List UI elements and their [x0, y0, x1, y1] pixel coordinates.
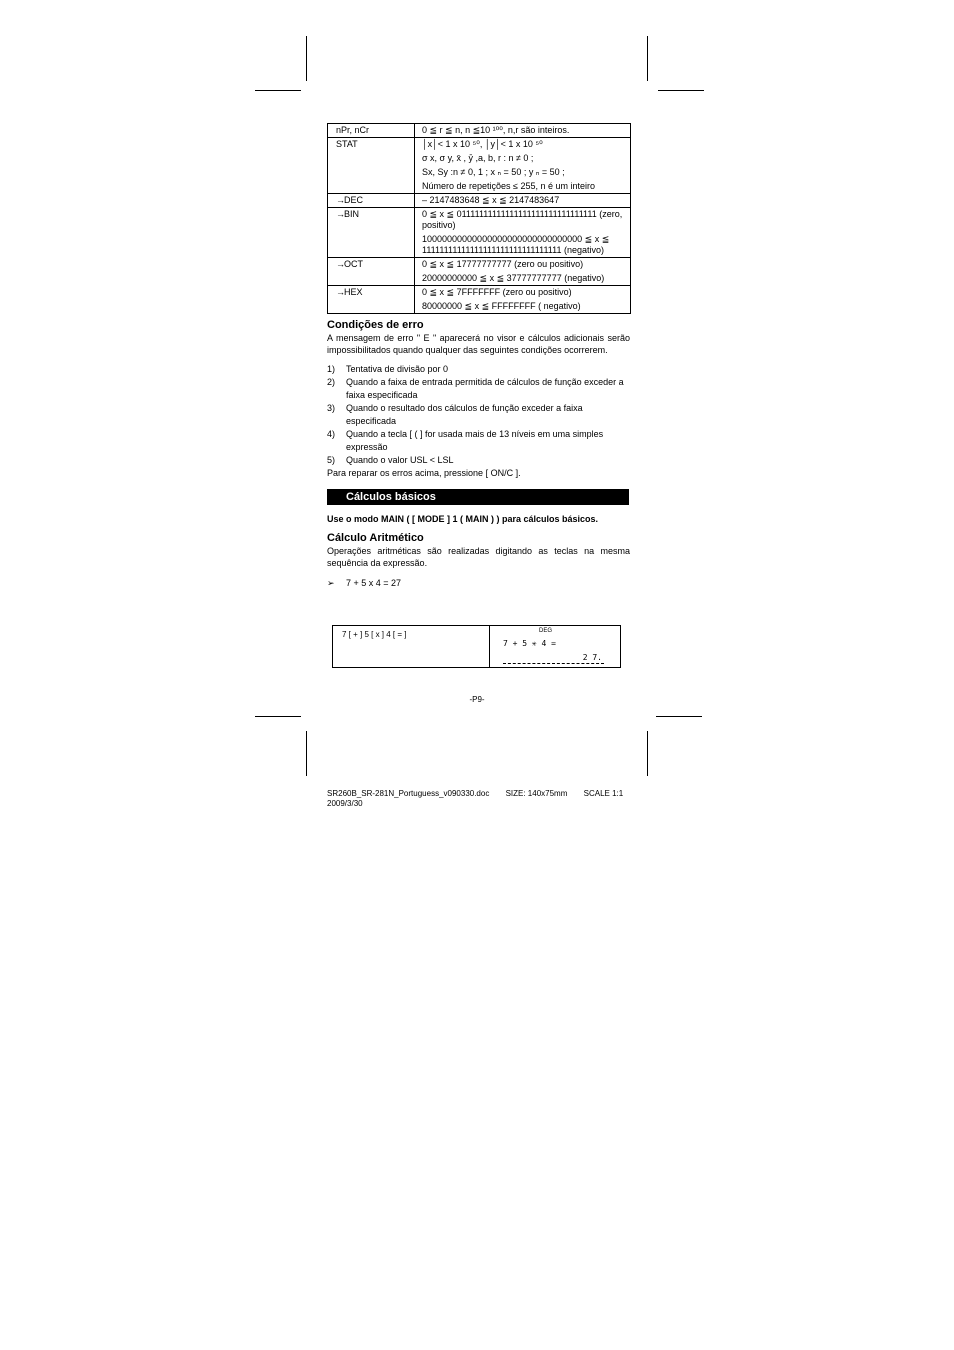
crop-mark-bottom-left-horizontal	[255, 716, 301, 717]
mode-note: Use o modo MAIN ( [ MODE ] 1 ( MAIN ) ) para cálculos básicos.	[327, 514, 599, 524]
error-conditions-title: Condições de erro	[327, 319, 424, 331]
key-sequence: 7 [ + ] 5 [ x ] 4 [ = ]	[333, 626, 490, 667]
document-footer	[327, 789, 623, 809]
arithmetic-title: Cálculo Aritmético	[327, 532, 424, 544]
page-content	[327, 123, 630, 589]
range-line: 10000000000000000000000000000000 ≦ x ≦ 11111111111111111111111111111111 (negativo)	[422, 234, 610, 255]
range-cell	[415, 124, 631, 138]
range-line: 0 ≦ x ≦ 17777777777 (zero ou positivo)	[422, 259, 584, 269]
range-line: 0 ≦ x ≦ 01111111111111111111111111111111 (zero, positivo)	[422, 209, 623, 230]
list-item: 1) Tentativa de divisão por 0	[327, 364, 449, 374]
footer-filename: SR260B_SR-281N_Portuguess_v090330.doc	[327, 789, 490, 798]
function-name: STAT	[336, 139, 358, 149]
range-line: Sx, Sy :n ≠ 0, 1 ; x ₙ = 50 ; y ₙ = 50 ;	[422, 167, 565, 177]
list-item: 2) Quando a faixa de entrada permitida de cálculos de função exceder a faixa especificada	[327, 377, 624, 400]
function-name: OCT	[344, 259, 363, 269]
range-line: σ x, σ y, x̄ , ȳ ,a, b, r : n ≠ 0 ;	[422, 153, 534, 163]
range-line: 80000000 ≦ x ≦ FFFFFFFF ( negativo)	[422, 301, 581, 311]
range-cell	[415, 258, 631, 286]
segment-underline	[503, 663, 604, 664]
table-row	[328, 286, 631, 314]
error-conditions-intro: A mensagem de erro " E " aparecerá no visor e cálculos adicionais serão impossibilitados quando qualquer das seguintes condições ocorrerem.	[327, 333, 630, 355]
crop-mark-bottom-right-horizontal	[656, 716, 702, 717]
range-line: Número de repetições ≤ 255, n é um inteiro	[422, 181, 596, 191]
table-row	[328, 208, 631, 258]
section-banner: Cálculos básicos	[327, 489, 629, 505]
function-name: DEC	[344, 195, 364, 205]
crop-mark-bottom-right-vertical	[647, 731, 648, 776]
function-cell	[328, 124, 415, 138]
range-cell	[415, 138, 631, 194]
error-conditions-list	[327, 363, 630, 467]
function-cell	[328, 138, 415, 194]
deg-indicator: DEG	[539, 628, 553, 634]
error-repair-note: Para reparar os erros acima, pressione [ ON/C ].	[327, 468, 521, 478]
footer-date: 2009/3/30	[327, 799, 363, 808]
function-name: nPr, nCr	[336, 125, 370, 135]
crop-mark-top-right-vertical	[647, 36, 648, 81]
crop-mark-bottom-left-vertical	[306, 731, 307, 776]
function-cell	[328, 194, 415, 208]
crop-mark-top-left-horizontal	[255, 90, 301, 91]
range-cell	[415, 286, 631, 314]
page-number: -P9-	[469, 695, 485, 704]
range-line: │x│< 1 x 10 ⁵⁰, │y│< 1 x 10 ⁵⁰	[422, 139, 543, 149]
calculation-example-box	[332, 625, 621, 668]
function-cell	[328, 258, 415, 286]
crop-mark-top-right-horizontal	[658, 90, 704, 91]
table-row	[328, 124, 631, 138]
crop-mark-top-left-vertical	[306, 36, 307, 81]
table-row	[328, 258, 631, 286]
function-name: BIN	[344, 209, 360, 219]
arrow-icon: →	[336, 287, 344, 297]
list-item: 3) Quando o resultado dos cálculos de função exceder a faixa especificada	[327, 403, 583, 426]
arrow-icon: →	[336, 209, 344, 219]
table-row	[328, 138, 631, 194]
function-name: HEX	[344, 287, 363, 297]
list-item: 5) Quando o valor USL < LSL	[327, 455, 454, 465]
arrow-icon: →	[336, 259, 344, 269]
range-line: – 2147483648 ≦ x ≦ 2147483647	[422, 195, 560, 205]
example-expression: 7 + 5 x 4 = 27	[346, 578, 402, 588]
list-item: 4) Quando a tecla [ ( ] for usada mais de 13 níveis em uma simples expressão	[327, 429, 604, 452]
arithmetic-description: Operações aritméticas são realizadas digitando as teclas na mesma sequência da expressão.	[327, 546, 630, 568]
calculator-display	[491, 626, 620, 667]
range-line: 20000000000 ≦ x ≦ 37777777777 (negativo)	[422, 273, 605, 283]
range-line: 0 ≦ x ≦ 7FFFFFFF (zero ou positivo)	[422, 287, 572, 297]
function-cell	[328, 208, 415, 258]
range-line: 0 ≦ r ≦ n, n ≦10 ¹⁰⁰, n,r são inteiros.	[422, 125, 570, 135]
example-line	[327, 577, 630, 589]
input-range-table	[327, 123, 631, 314]
table-row	[328, 194, 631, 208]
display-result: 2 7.	[582, 653, 602, 662]
arrow-bullet-icon: ➢	[327, 578, 335, 588]
range-cell	[415, 208, 631, 258]
function-cell	[328, 286, 415, 314]
arrow-icon: →	[336, 195, 344, 205]
footer-size: SIZE: 140x75mm	[505, 789, 568, 798]
footer-scale: SCALE 1:1	[583, 789, 624, 798]
display-expression: 7 + 5 ✳ 4 =	[503, 639, 556, 648]
range-cell	[415, 194, 631, 208]
